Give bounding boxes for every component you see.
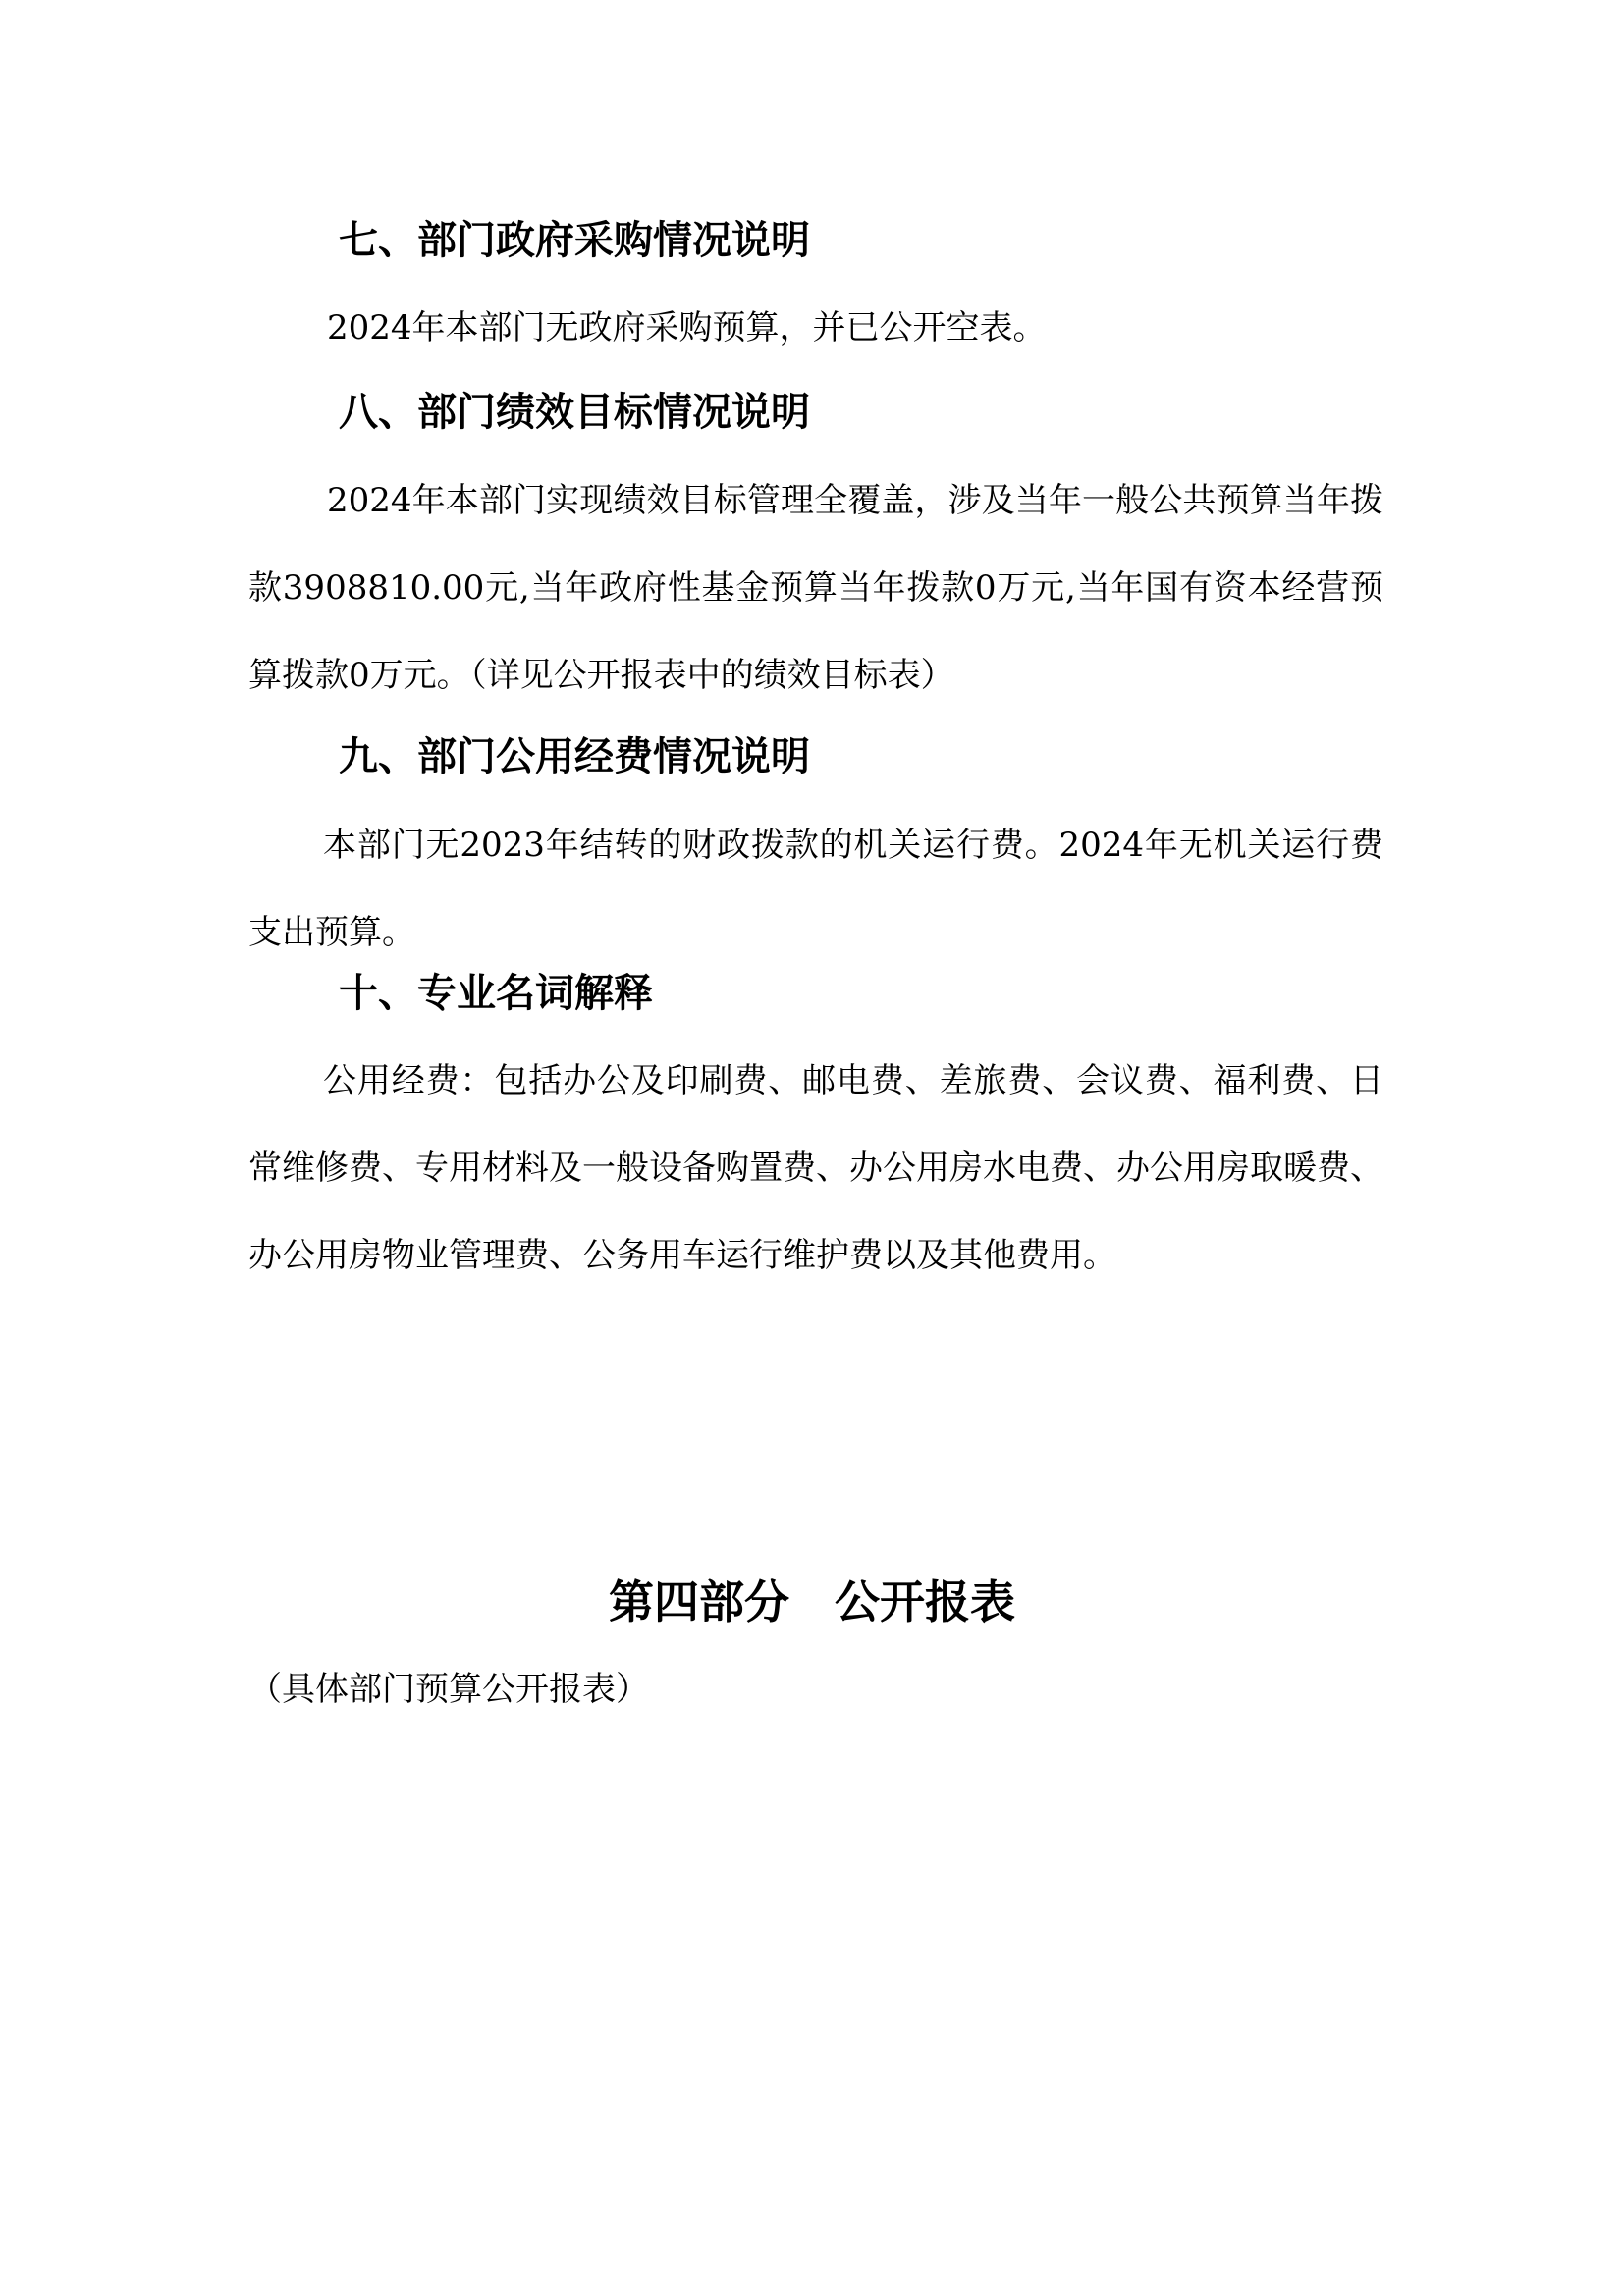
- heading-glossary: 十、专业名词解释: [339, 971, 653, 1016]
- part-four-note: （具体部门预算公开报表）: [248, 1670, 649, 1709]
- paragraph-public-funds: 本部门无2023年结转的财政拨款的机关运行费。2024年无机关运行费支出预算。: [248, 826, 1383, 952]
- part-four-title: 第四部分 公开报表: [609, 1575, 1015, 1629]
- paragraph-performance-targets: 2024年本部门实现绩效目标管理全覆盖，涉及当年一般公共预算当年拨款3908810.00元,当年政府性基金预算当年拨款0万元,当年国有资本经营预算拨款0万元。（详见公开报表中的绩效目标表）: [248, 481, 1383, 695]
- paragraph-government-procurement: 2024年本部门无政府采购预算，并已公开空表。: [327, 308, 1047, 347]
- heading-government-procurement: 七、部门政府采购情况说明: [339, 218, 810, 263]
- heading-performance-targets: 八、部门绩效目标情况说明: [339, 390, 810, 435]
- paragraph-glossary: 公用经费：包括办公及印刷费、邮电费、差旅费、会议费、福利费、日常维修费、专用材料及一般设备购置费、办公用房水电费、办公用房取暖费、办公用房物业管理费、公务用车运行维护费以及其他费用。: [248, 1061, 1383, 1275]
- heading-public-funds: 九、部门公用经费情况说明: [339, 734, 810, 779]
